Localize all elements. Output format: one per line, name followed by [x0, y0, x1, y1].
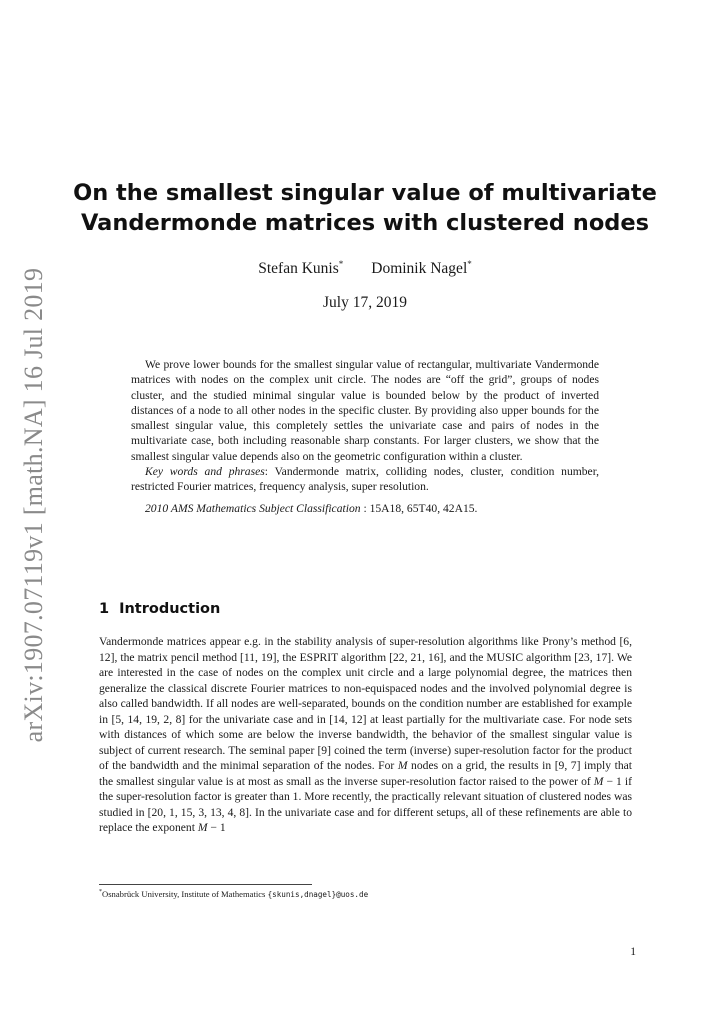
arxiv-identifier-text: arXiv:1907.07119v1 [math.NA] 16 Jul 2019 — [19, 267, 48, 743]
paper-date: July 17, 2019 — [323, 294, 407, 311]
footnote: *Osnabrück University, Institute of Mathematics {skunis,dnagel}@uos.de — [99, 889, 369, 899]
title-line-1: On the smallest singular value of multivariate — [73, 180, 657, 206]
author-list — [0, 259, 721, 278]
section-heading — [99, 601, 220, 617]
section-number: 1 — [99, 601, 110, 617]
title-line-2: Vandermonde matrices with clustered nodes — [80, 210, 650, 236]
footnote-divider — [99, 884, 312, 885]
abstract — [131, 357, 599, 516]
author: Stefan Kunis* — [258, 259, 344, 278]
page-number: 1 — [630, 945, 636, 958]
author: Dominik Nagel* — [371, 259, 472, 278]
keywords: Key words and phrases: Vandermonde matrix, colliding nodes, cluster, condition number, restricted Fourier matrices, frequency analysis, super resolution. — [131, 465, 600, 494]
body-paragraph: Vandermonde matrices appear e.g. in the stability analysis of super-resolution algorithms like Prony’s method [6, 12], the matrix pencil method [11, 19], the ESPRIT algorithm [22, 21, 16], and the MUSIC algorithm [23, 17]. We are interested in the case of nodes on the complex unit circle and a large polynomial degree, the matrices then generalize the classical discrete Fourier matrices to non-equispaced nodes and the involved polynomial degree is also called bandwidth. If all nodes are well-separated, bounds on the condition number are established for example in [5, 14, 19, 2, 8] for the univariate case and in [14, 12] at least partially for the multivariate case. For node sets with distances of which some are below the inverse bandwidth, the behavior of the smallest singular value is subject of current research. The seminal paper [9] coined the term (inverse) super-resolution factor for the product of the bandwidth and the minimal separation of the nodes. For M nodes on a grid, the results in [9, 7] imply that the smallest singular value is at most as small as the inverse super-resolution factor raised to the power of M − 1 if the super-resolution factor is greater than 1. More recently, the practically relevant situation of clustered nodes was studied in [20, 1, 15, 3, 13, 4, 8]. In the univariate case and for different setups, all of these refinements are able to replace the exponent M − 1 — [99, 635, 632, 834]
msc-classification: 2010 AMS Mathematics Subject Classification : 15A18, 65T40, 42A15. — [145, 501, 478, 515]
paper-title — [70, 178, 660, 238]
section-title: Introduction — [119, 601, 221, 617]
footnote-email: {skunis,dnagel}@uos.de — [267, 890, 369, 899]
abstract-text: We prove lower bounds for the smallest singular value of rectangular, multivariate Vandermonde matrices with nodes on the complex unit circle. The nodes are “off the grid”, groups of nodes cluster, and the studied minimal singular value is bounded below by the product of inverted distances of a node to all other nodes in the specific cluster. By providing also upper bounds for the smallest singular value, this completely settles the univariate case and pairs of nodes in the multivariate case, both including reasonable sharp constants. For larger clusters, we show that the smallest singular value depends also on the geometric configuration within a cluster. — [131, 358, 599, 463]
